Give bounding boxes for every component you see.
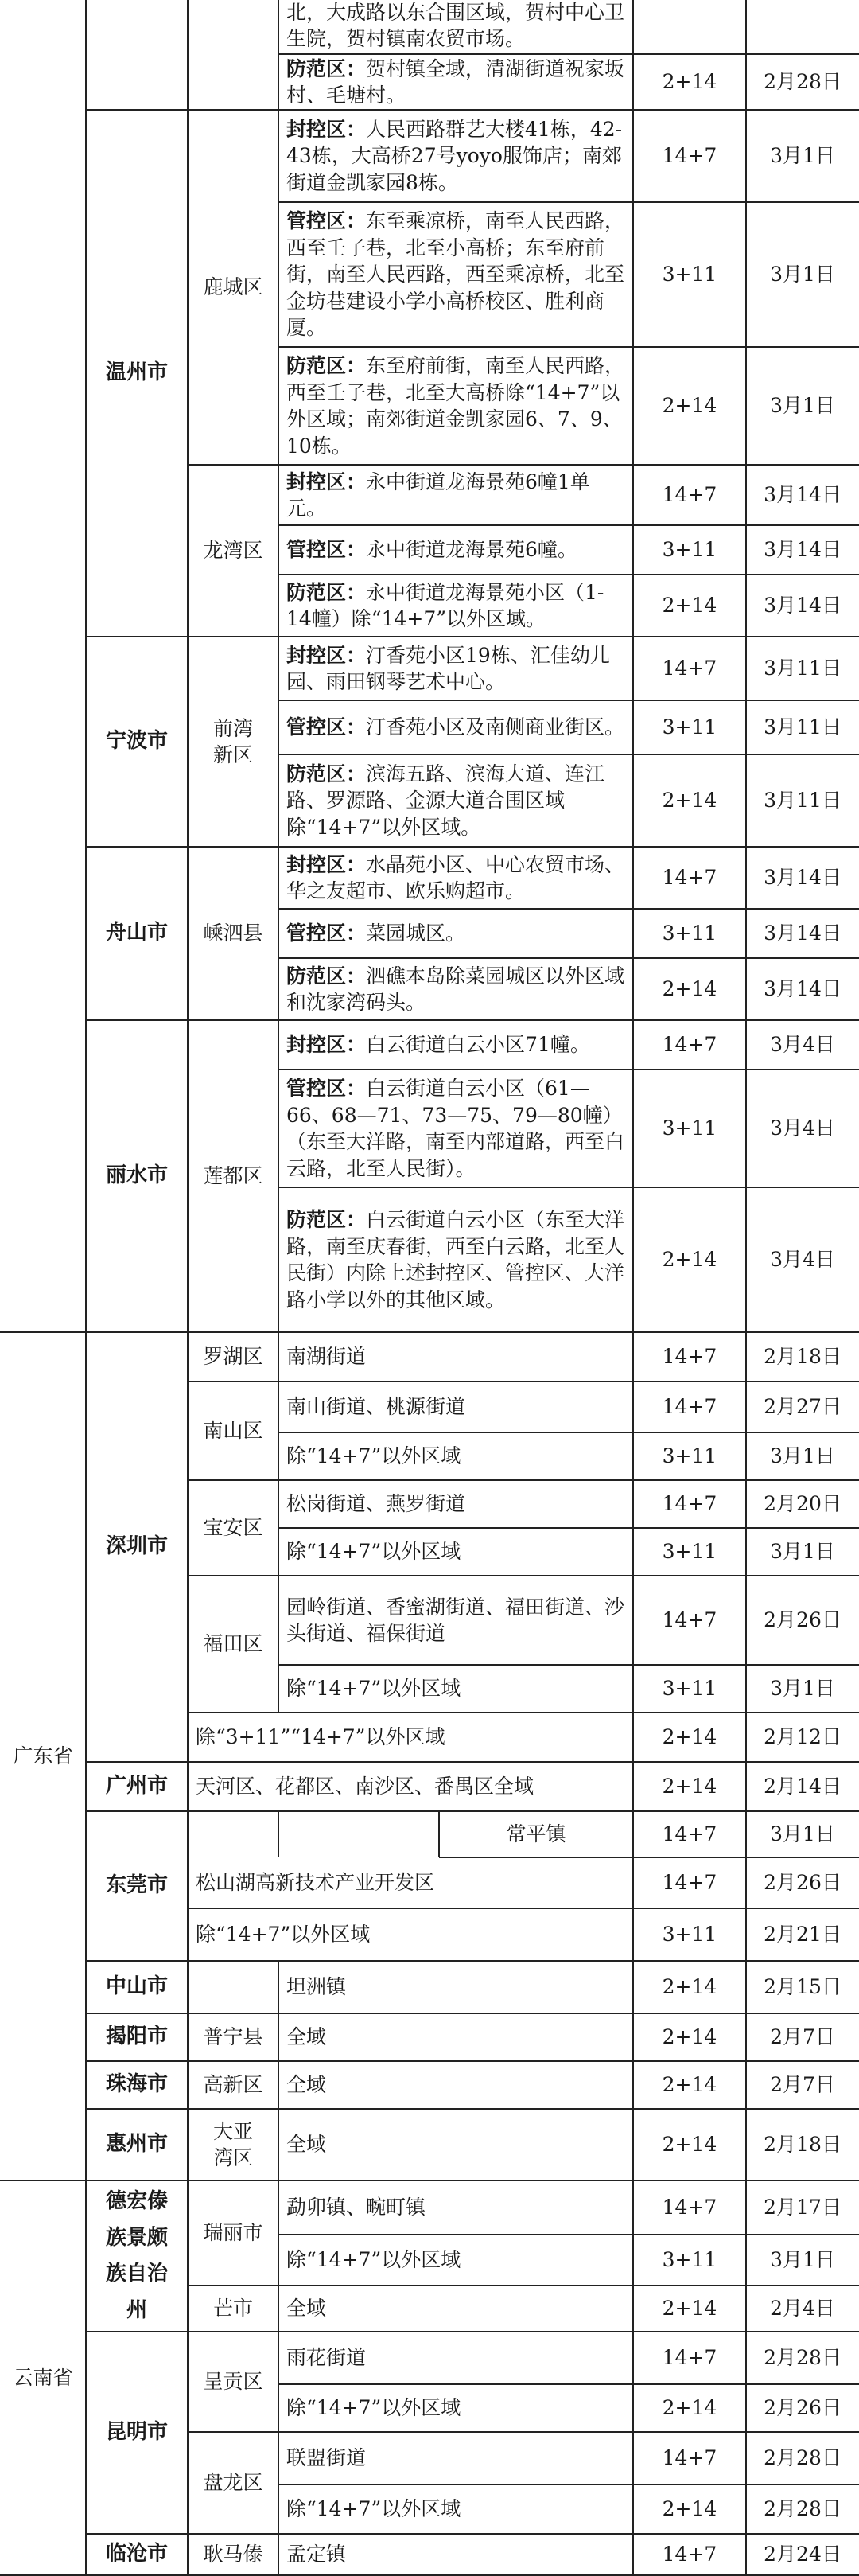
column-divider bbox=[278, 909, 279, 958]
city-cell: 宁波市 bbox=[105, 729, 168, 754]
area-description bbox=[278, 465, 633, 525]
column-divider bbox=[278, 700, 279, 754]
area-description bbox=[278, 1961, 633, 2013]
column-divider bbox=[187, 525, 189, 575]
control-period bbox=[633, 0, 746, 54]
start-date: 2月14日 bbox=[764, 1775, 842, 1799]
control-period: 3+11 bbox=[662, 538, 717, 562]
column-divider bbox=[278, 1576, 279, 1665]
start-date: 2月26日 bbox=[764, 1871, 842, 1895]
control-period: 2+14 bbox=[662, 2133, 717, 2157]
area-type-label: 防范区： bbox=[286, 964, 367, 988]
start-date: 3月4日 bbox=[770, 1033, 835, 1057]
control-period: 2+14 bbox=[662, 789, 717, 813]
start-date: 3月14日 bbox=[764, 977, 842, 1001]
city-cell: 临沧市 bbox=[105, 2542, 168, 2566]
area-text: 永中街道龙海景苑6幢1单元。 bbox=[286, 470, 590, 520]
column-divider bbox=[278, 2109, 279, 2180]
start-date: 2月18日 bbox=[764, 1345, 842, 1369]
area-type-label: 管控区： bbox=[286, 1077, 367, 1100]
control-period: 3+11 bbox=[662, 1677, 717, 1701]
column-divider bbox=[278, 110, 279, 202]
area-description bbox=[278, 847, 633, 909]
column-divider bbox=[187, 1576, 189, 1665]
area-description bbox=[278, 2109, 633, 2180]
column-divider bbox=[632, 0, 634, 2575]
area-type-label: 管控区： bbox=[286, 922, 367, 945]
area-description bbox=[278, 2013, 633, 2061]
area-description bbox=[278, 958, 633, 1020]
city-cell: 惠州市 bbox=[105, 2132, 168, 2157]
column-divider bbox=[278, 2384, 279, 2432]
area-text: 永中街道龙海景苑6幢。 bbox=[366, 538, 577, 562]
column-divider bbox=[187, 2235, 189, 2286]
column-divider bbox=[187, 637, 189, 700]
column-divider bbox=[438, 1811, 440, 1857]
start-date: 2月28日 bbox=[764, 2346, 842, 2370]
city-cell bbox=[86, 0, 188, 110]
area-type-label: 防范区： bbox=[286, 580, 367, 604]
province-cell: 云南省 bbox=[13, 2366, 73, 2390]
control-period: 3+11 bbox=[662, 1117, 717, 1140]
area-description bbox=[278, 1187, 633, 1332]
area-text: 白云街道白云小区71幢。 bbox=[366, 1033, 590, 1057]
area-text: 联盟街道 bbox=[286, 2446, 367, 2470]
district-cell: 宝安区 bbox=[203, 1516, 263, 1540]
start-date: 3月4日 bbox=[770, 1117, 835, 1140]
city-cell: 昆明市 bbox=[105, 2420, 168, 2445]
area-type-label: 管控区： bbox=[286, 715, 367, 739]
area-description bbox=[278, 2332, 633, 2384]
area-description bbox=[278, 575, 633, 637]
column-divider bbox=[278, 1528, 279, 1576]
column-divider bbox=[187, 2013, 189, 2061]
control-period: 2+14 bbox=[662, 70, 717, 94]
start-date: 2月28日 bbox=[764, 70, 842, 94]
start-date: 3月4日 bbox=[770, 1248, 835, 1272]
area-description bbox=[278, 525, 633, 575]
control-period: 14+7 bbox=[662, 2346, 717, 2370]
column-divider bbox=[187, 1713, 189, 1961]
column-divider bbox=[187, 2286, 189, 2332]
start-date: 2月20日 bbox=[764, 1492, 842, 1516]
column-divider bbox=[278, 347, 279, 465]
area-text: 除“14+7”以外区域 bbox=[286, 2497, 461, 2521]
area-text: 水晶苑小区、中心农贸市场、华之友超市、欧乐购超市。 bbox=[286, 852, 625, 902]
area-type-label: 防范区： bbox=[286, 1208, 367, 1231]
area-text: 松山湖高新技术产业开发区 bbox=[196, 1871, 435, 1895]
start-date: 3月1日 bbox=[770, 2248, 835, 2272]
column-divider bbox=[187, 2484, 189, 2534]
district-cell: 盘龙区 bbox=[203, 2471, 263, 2495]
start-date: 2月17日 bbox=[764, 2196, 842, 2219]
control-period: 14+7 bbox=[662, 2543, 717, 2566]
area-text: 全域 bbox=[286, 2133, 327, 2157]
district-cell: 龙湾区 bbox=[203, 539, 263, 563]
start-date: 3月1日 bbox=[770, 1822, 835, 1846]
control-period: 2+14 bbox=[662, 2396, 717, 2420]
column-divider bbox=[187, 2332, 189, 2384]
control-period: 3+11 bbox=[662, 922, 717, 945]
control-period: 2+14 bbox=[662, 2025, 717, 2049]
area-type-label: 防范区： bbox=[286, 57, 367, 80]
district-cell: 大亚 湾区 bbox=[212, 2119, 253, 2169]
start-date: 3月14日 bbox=[764, 866, 842, 890]
control-period: 2+14 bbox=[662, 2073, 717, 2097]
column-divider bbox=[187, 1382, 189, 1432]
column-divider bbox=[745, 0, 747, 2575]
column-divider bbox=[278, 2013, 279, 2061]
area-description bbox=[278, 2384, 633, 2432]
start-date: 3月11日 bbox=[764, 789, 842, 813]
area-text: 南湖街道 bbox=[286, 1345, 367, 1369]
area-text: 北，大成路以东合围区域，贺村中心卫生院，贺村镇南农贸市场。 bbox=[286, 0, 625, 50]
control-period: 3+11 bbox=[662, 1540, 717, 1564]
area-description bbox=[278, 637, 633, 700]
start-date bbox=[746, 0, 859, 54]
control-period: 3+11 bbox=[662, 1444, 717, 1468]
area-text: 白云街道白云小区（61—66、68—71、73—75、79—80幢）（东至大洋路，南至内部道路，西至白云路，北至人民街）。 bbox=[286, 1077, 625, 1180]
area-type-label: 封控区： bbox=[286, 643, 367, 667]
start-date: 3月1日 bbox=[770, 263, 835, 286]
area-text: 永中街道龙海景苑小区（1-14幢）除“14+7”以外区域。 bbox=[286, 580, 604, 630]
control-period: 3+11 bbox=[662, 1923, 717, 1947]
column-divider bbox=[187, 1528, 189, 1576]
start-date: 3月14日 bbox=[764, 483, 842, 507]
start-date: 2月28日 bbox=[764, 2497, 842, 2521]
column-divider bbox=[187, 110, 189, 202]
area-description bbox=[278, 2235, 633, 2286]
column-divider bbox=[187, 465, 189, 525]
column-divider bbox=[187, 1961, 189, 2013]
start-date: 2月7日 bbox=[770, 2025, 835, 2049]
start-date: 3月1日 bbox=[770, 1540, 835, 1564]
control-period: 2+14 bbox=[662, 977, 717, 1001]
province-cell bbox=[0, 0, 86, 1332]
district-cell: 前湾 新区 bbox=[212, 716, 253, 766]
column-divider bbox=[278, 1382, 279, 1432]
area-text: 除“14+7”以外区域 bbox=[286, 2248, 461, 2272]
control-period: 2+14 bbox=[662, 594, 717, 618]
start-date: 2月12日 bbox=[764, 1725, 842, 1749]
district-cell: 普宁县 bbox=[203, 2025, 263, 2049]
area-text: 汀香苑小区19栋、汇佳幼儿园、雨田钢琴艺术中心。 bbox=[286, 643, 610, 693]
area-text: 松岗街道、燕罗街道 bbox=[286, 1492, 466, 1516]
area-text: 除“14+7”以外区域 bbox=[286, 1540, 461, 1564]
start-date: 2月18日 bbox=[764, 2133, 842, 2157]
column-divider bbox=[187, 1665, 189, 1713]
area-text: 泗礁本岛除菜园城区以外区域和沈家湾码头。 bbox=[286, 964, 625, 1014]
column-divider bbox=[187, 1480, 189, 1528]
area-description bbox=[188, 1857, 633, 1908]
column-divider bbox=[278, 2332, 279, 2384]
column-divider bbox=[187, 1020, 189, 1070]
district-cell: 罗湖区 bbox=[203, 1345, 263, 1369]
area-description bbox=[278, 1576, 633, 1665]
district-cell bbox=[188, 0, 278, 110]
column-divider bbox=[278, 2235, 279, 2286]
start-date: 3月14日 bbox=[764, 594, 842, 618]
column-divider bbox=[187, 700, 189, 754]
column-divider bbox=[278, 2061, 279, 2109]
control-period: 14+7 bbox=[662, 2446, 717, 2470]
column-divider bbox=[278, 54, 279, 110]
city-cell: 丽水市 bbox=[105, 1163, 168, 1188]
city-cell: 温州市 bbox=[105, 360, 168, 385]
start-date: 3月14日 bbox=[764, 538, 842, 562]
area-text: 孟定镇 bbox=[286, 2543, 347, 2566]
column-divider bbox=[187, 2109, 189, 2180]
column-divider bbox=[187, 575, 189, 637]
control-period: 14+7 bbox=[662, 1492, 717, 1516]
column-divider bbox=[278, 525, 279, 575]
start-date: 3月1日 bbox=[770, 394, 835, 418]
column-divider bbox=[278, 2534, 279, 2575]
city-cell: 广州市 bbox=[105, 1774, 168, 1799]
area-text: 除“14+7”以外区域 bbox=[286, 2396, 461, 2420]
start-date: 3月1日 bbox=[770, 1444, 835, 1468]
area-description bbox=[278, 2432, 633, 2484]
column-divider bbox=[278, 847, 279, 909]
control-period: 14+7 bbox=[662, 1395, 717, 1419]
start-date: 3月1日 bbox=[770, 1677, 835, 1701]
area-text: 东至乘凉桥，南至人民西路，西至壬子巷，北至小高桥；东至府前街，南至人民西路，西至乘凉桥，北至金坊巷建设小学小高桥校区、胜利商厦。 bbox=[286, 209, 625, 340]
column-divider bbox=[187, 1332, 189, 1382]
area-text: 汀香苑小区及南侧商业街区。 bbox=[366, 715, 625, 739]
control-period: 3+11 bbox=[662, 263, 717, 286]
area-text: 勐卯镇、畹町镇 bbox=[286, 2196, 426, 2219]
area-description bbox=[278, 2484, 633, 2534]
area-description bbox=[278, 909, 633, 958]
area-description bbox=[278, 1070, 633, 1187]
area-text: 全域 bbox=[286, 2025, 327, 2049]
area-description bbox=[278, 2061, 633, 2109]
column-divider bbox=[187, 202, 189, 347]
column-divider bbox=[187, 958, 189, 1020]
column-divider bbox=[278, 465, 279, 525]
empty-cell bbox=[188, 1811, 439, 1857]
column-divider bbox=[278, 1811, 279, 1857]
control-period: 14+7 bbox=[662, 1033, 717, 1057]
control-period: 2+14 bbox=[662, 1775, 717, 1799]
column-divider bbox=[278, 575, 279, 637]
area-description bbox=[278, 700, 633, 754]
control-period: 14+7 bbox=[662, 1608, 717, 1632]
area-type-label: 管控区： bbox=[286, 209, 367, 233]
control-period: 2+14 bbox=[662, 394, 717, 418]
area-description bbox=[278, 2286, 633, 2332]
area-type-label: 管控区： bbox=[286, 538, 367, 562]
column-divider bbox=[278, 1961, 279, 2013]
control-period: 14+7 bbox=[662, 1345, 717, 1369]
area-description bbox=[278, 1382, 633, 1432]
column-divider bbox=[187, 754, 189, 847]
area-description bbox=[188, 1713, 633, 1762]
district-cell: 莲都区 bbox=[203, 1164, 263, 1188]
area-text: 天河区、花都区、南沙区、番禺区全域 bbox=[196, 1775, 534, 1799]
area-description bbox=[188, 1908, 633, 1961]
column-divider bbox=[187, 1070, 189, 1187]
column-divider bbox=[278, 202, 279, 347]
control-period: 2+14 bbox=[662, 1725, 717, 1749]
column-divider bbox=[278, 1020, 279, 1070]
city-cell: 深圳市 bbox=[105, 1534, 168, 1559]
area-type-label: 封控区： bbox=[286, 470, 367, 493]
column-divider bbox=[278, 1665, 279, 1713]
start-date: 2月26日 bbox=[764, 1608, 842, 1632]
area-text: 除“14+7”以外区域 bbox=[286, 1677, 461, 1701]
column-divider bbox=[278, 958, 279, 1020]
area-description bbox=[278, 1332, 633, 1382]
column-divider bbox=[187, 1432, 189, 1480]
district-cell: 福田区 bbox=[203, 1632, 263, 1656]
start-date: 2月28日 bbox=[764, 2446, 842, 2470]
column-divider bbox=[187, 54, 189, 110]
district-cell bbox=[188, 1961, 278, 2013]
area-description bbox=[278, 202, 633, 347]
city-cell: 中山市 bbox=[105, 1974, 168, 1999]
area-description bbox=[439, 1811, 633, 1857]
start-date: 2月24日 bbox=[764, 2543, 842, 2566]
column-divider bbox=[187, 2534, 189, 2575]
column-divider bbox=[278, 1332, 279, 1382]
control-period: 14+7 bbox=[662, 1822, 717, 1846]
city-cell: 东莞市 bbox=[105, 1873, 168, 1898]
district-cell: 高新区 bbox=[203, 2073, 263, 2097]
control-period: 14+7 bbox=[662, 657, 717, 680]
start-date: 3月11日 bbox=[764, 715, 842, 739]
start-date: 2月4日 bbox=[770, 2297, 835, 2321]
column-divider bbox=[278, 754, 279, 847]
control-period: 2+14 bbox=[662, 1248, 717, 1272]
area-text: 白云街道白云小区（东至大洋路，南至庆春街，西至白云路，北至人民街）内除上述封控区、管控区、大洋路小学以外的其他区域。 bbox=[286, 1208, 625, 1311]
area-type-label: 防范区： bbox=[286, 762, 367, 785]
area-text: 全域 bbox=[286, 2297, 327, 2321]
column-divider bbox=[278, 2484, 279, 2534]
control-period: 2+14 bbox=[662, 1975, 717, 1999]
area-description bbox=[278, 1528, 633, 1576]
area-description bbox=[278, 347, 633, 465]
area-text: 园岭街道、香蜜湖街道、福田街道、沙头街道、福保街道 bbox=[286, 1595, 625, 1645]
district-cell: 耿马傣 bbox=[203, 2543, 263, 2566]
area-description bbox=[278, 54, 633, 110]
city-cell: 珠海市 bbox=[105, 2072, 168, 2097]
column-divider bbox=[278, 2180, 279, 2235]
start-date: 2月27日 bbox=[764, 1395, 842, 1419]
start-date: 3月11日 bbox=[764, 657, 842, 680]
column-divider bbox=[187, 2432, 189, 2484]
area-text: 东至府前街，南至人民西路，西至壬子巷，北至大高桥除“14+7”以外区域；南郊街道金凯家园6、7、9、10栋。 bbox=[286, 354, 625, 458]
area-text: 全域 bbox=[286, 2073, 327, 2097]
district-cell: 鹿城区 bbox=[203, 275, 263, 299]
area-type-label: 防范区： bbox=[286, 354, 367, 377]
district-cell: 嵊泗县 bbox=[203, 922, 263, 945]
control-period: 2+14 bbox=[662, 2497, 717, 2521]
district-cell: 南山区 bbox=[203, 1419, 263, 1443]
area-type-label: 封控区： bbox=[286, 852, 367, 876]
area-description bbox=[278, 1432, 633, 1480]
area-text: 南山街道、桃源街道 bbox=[286, 1395, 466, 1419]
column-divider bbox=[278, 2432, 279, 2484]
control-period: 2+14 bbox=[662, 2297, 717, 2321]
area-description bbox=[278, 2534, 633, 2575]
control-period: 14+7 bbox=[662, 483, 717, 507]
column-divider bbox=[187, 847, 189, 909]
start-date: 3月14日 bbox=[764, 922, 842, 945]
control-period: 3+11 bbox=[662, 715, 717, 739]
column-divider bbox=[187, 2061, 189, 2109]
column-divider bbox=[187, 2384, 189, 2432]
column-divider bbox=[278, 1070, 279, 1187]
district-cell: 瑞丽市 bbox=[203, 2221, 263, 2245]
area-description bbox=[278, 110, 633, 202]
city-cell: 揭阳市 bbox=[105, 2025, 168, 2049]
control-period: 14+7 bbox=[662, 2196, 717, 2219]
area-text: 坦洲镇 bbox=[286, 1975, 347, 1999]
area-description bbox=[278, 754, 633, 847]
area-description bbox=[278, 0, 633, 54]
column-divider bbox=[278, 0, 279, 54]
column-divider bbox=[278, 637, 279, 700]
column-divider bbox=[278, 1480, 279, 1528]
start-date: 2月15日 bbox=[764, 1975, 842, 1999]
area-description bbox=[278, 2180, 633, 2235]
column-divider bbox=[187, 0, 189, 54]
column-divider bbox=[278, 1432, 279, 1480]
area-type-label: 封控区： bbox=[286, 117, 367, 141]
area-text: 除“14+7”以外区域 bbox=[286, 1444, 461, 1468]
control-period: 14+7 bbox=[662, 866, 717, 890]
start-date: 2月26日 bbox=[764, 2396, 842, 2420]
column-divider bbox=[278, 1187, 279, 1332]
area-text: 雨花街道 bbox=[286, 2346, 367, 2370]
control-period: 3+11 bbox=[662, 2248, 717, 2272]
start-date: 2月21日 bbox=[764, 1923, 842, 1947]
area-text: 除“3+11”“14+7”以外区域 bbox=[196, 1725, 445, 1749]
area-description bbox=[188, 1762, 633, 1811]
city-cell: 舟山市 bbox=[105, 921, 168, 945]
district-cell: 呈贡区 bbox=[203, 2370, 263, 2394]
area-text: 人民西路群艺大楼41栋，42-43栋，大高桥27号yoyo服饰店；南郊街道金凯家园8栋。 bbox=[286, 117, 623, 194]
area-text: 滨海五路、滨海大道、连江路、罗源路、金源大道合围区域除“14+7”以外区域。 bbox=[286, 762, 605, 839]
start-date: 2月7日 bbox=[770, 2073, 835, 2097]
area-text: 常平镇 bbox=[506, 1822, 566, 1846]
city-cell: 德宏傣 族景颇 族自治 州 bbox=[105, 2189, 168, 2322]
start-date: 3月1日 bbox=[770, 144, 835, 168]
area-description bbox=[278, 1020, 633, 1070]
district-cell: 芒市 bbox=[212, 2297, 253, 2321]
column-divider bbox=[187, 1187, 189, 1332]
column-divider bbox=[187, 2180, 189, 2235]
column-divider bbox=[278, 2286, 279, 2332]
area-type-label: 封控区： bbox=[286, 1033, 367, 1057]
province-cell: 广东省 bbox=[13, 1744, 73, 1768]
area-description bbox=[278, 1665, 633, 1713]
control-period: 14+7 bbox=[662, 144, 717, 168]
control-period: 14+7 bbox=[662, 1871, 717, 1895]
column-divider bbox=[85, 0, 87, 2575]
area-text: 除“14+7”以外区域 bbox=[196, 1923, 371, 1947]
area-text: 贺村镇全域，清湖街道祝家坂村、毛塘村。 bbox=[286, 57, 625, 107]
column-divider bbox=[187, 347, 189, 465]
column-divider bbox=[187, 909, 189, 958]
area-description bbox=[278, 1480, 633, 1528]
area-text: 菜园城区。 bbox=[366, 922, 466, 945]
